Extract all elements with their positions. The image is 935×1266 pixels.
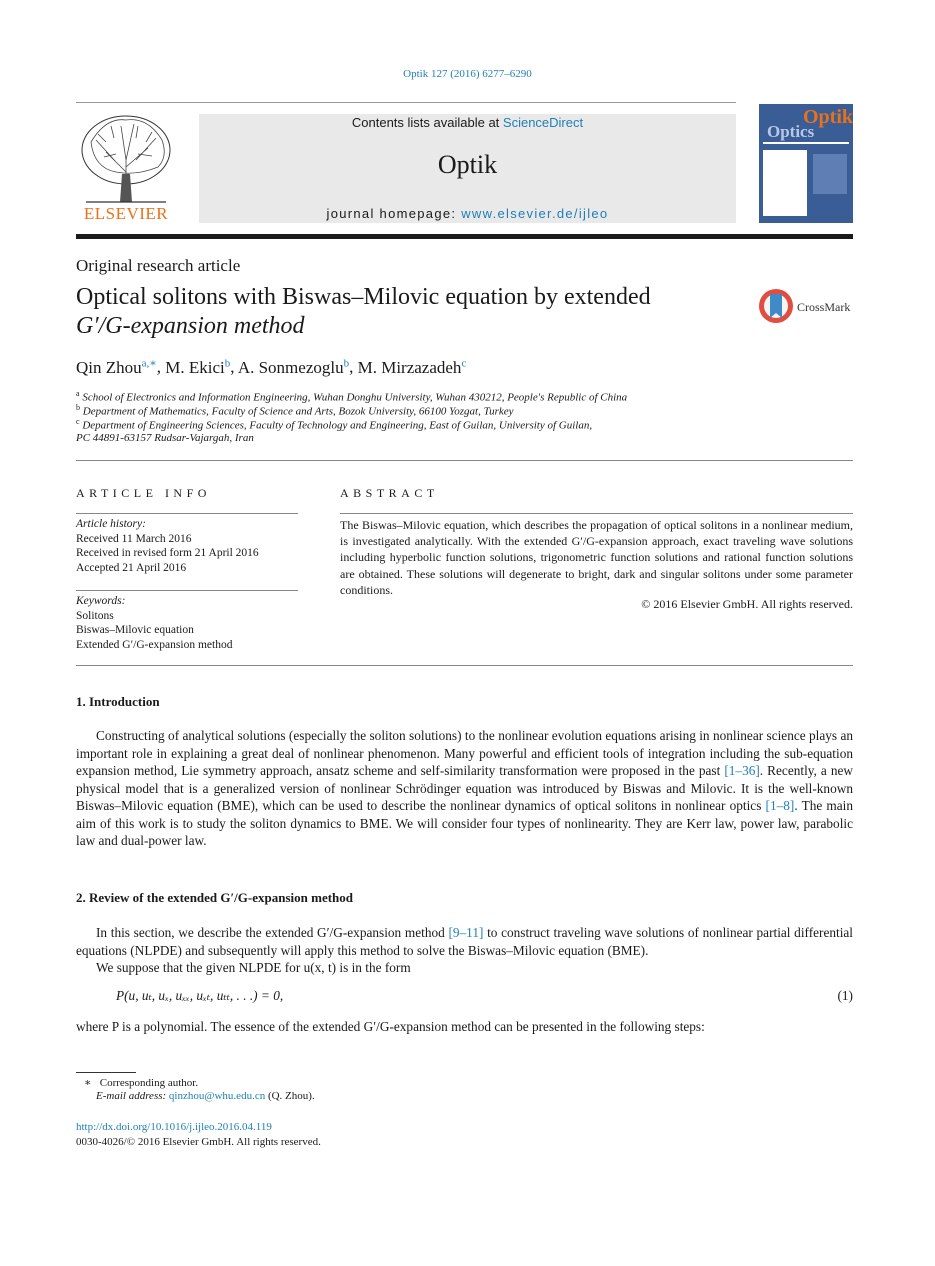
- author-affil-mark[interactable]: a,∗: [141, 357, 157, 369]
- section-1-title: 1. Introduction: [76, 694, 160, 709]
- affiliation-divider: [76, 460, 853, 461]
- history-label: Article history:: [76, 518, 146, 530]
- affiliation-text: Department of Engineering Sciences, Faculty of Technology and Engineering, East of Guilan, University of Guilan,: [82, 419, 593, 432]
- paragraph-text: to construct traveling wave solutions of nonlinear partial differential equations (NLPDE) and subsequently will apply this method to solve the Biswas–Milovic equation (BME).: [76, 925, 853, 958]
- header-thick-divider: [76, 234, 853, 239]
- affiliation: [76, 389, 627, 404]
- contents-available-line: [199, 115, 736, 130]
- email-note: [96, 1090, 315, 1102]
- doi-link[interactable]: http://dx.doi.org/10.1016/j.ijleo.2016.04.119: [76, 1121, 272, 1133]
- author-name: Qin Zhou: [76, 357, 142, 377]
- citation-link[interactable]: [1–36]: [724, 763, 760, 778]
- issn-line: 0030-4026/© 2016 Elsevier GmbH. All rights reserved.: [76, 1136, 321, 1148]
- affiliation-text: School of Electronics and Information Engineering, Wuhan Donghu University, Wuhan 430212, People's Republic of China: [82, 391, 628, 404]
- author-name: M. Mirzazadeh: [357, 357, 462, 377]
- affiliation-mark: b: [76, 403, 80, 412]
- keywords-divider: [76, 590, 298, 591]
- affiliation-mark: c: [76, 417, 80, 426]
- article-type: Original research article: [76, 256, 241, 275]
- top-divider: [76, 102, 736, 103]
- cover-graphic: [813, 154, 847, 194]
- author-affil-mark[interactable]: b: [343, 357, 350, 369]
- corresponding-author-note: [84, 1076, 198, 1089]
- abstract-text: The Biswas–Milovic equation, which describes the propagation of optical solitons in a nonlinear medium, is investigated analytically. With the extended G′/G-expansion approach, exact traveling wave solutions including hyperbolic function solutions, trigonometric function solutions and rational function solutions are obtained. These solutions will degenerate to bright, dark and singular solitons under some parameter conditions.: [340, 518, 853, 597]
- received-date: Received 11 March 2016: [76, 532, 192, 545]
- citation-link[interactable]: [9–11]: [448, 925, 484, 940]
- sciencedirect-link[interactable]: ScienceDirect: [502, 115, 584, 130]
- section-2-paragraph-3: where P is a polynomial. The essence of the extended G′/G-expansion method can be presented in the following steps:: [76, 1019, 705, 1034]
- keyword: Extended G′/G-expansion method: [76, 638, 233, 651]
- article-info-divider: [76, 513, 298, 514]
- crossmark-icon: [757, 287, 795, 325]
- crossmark-label: CrossMark: [797, 300, 851, 314]
- citation-link[interactable]: [1–8]: [765, 798, 795, 813]
- abstract-copyright: © 2016 Elsevier GmbH. All rights reserved.: [641, 597, 853, 611]
- revised-date: Received in revised form 21 April 2016: [76, 547, 259, 559]
- author-2[interactable]: [165, 358, 230, 377]
- journal-homepage-line: [199, 206, 736, 221]
- article-title-line-2: G′/G-expansion method: [76, 313, 305, 339]
- homepage-prefix: journal homepage:: [326, 206, 462, 221]
- equation-1: P(u, uₜ, uₓ, uₓₓ, uₓₜ, uₜₜ, . . .) = 0,: [116, 988, 284, 1003]
- section-2-paragraph-2: We suppose that the given NLPDE for u(x, t) is in the form: [96, 960, 411, 975]
- footnote-divider: [76, 1072, 136, 1073]
- article-title: [76, 283, 726, 341]
- paragraph-text: . The main aim of this work is to study the soliton dynamics to BME. We will consider four types of nonlinearity. They are Kerr law, power law, parabolic law and dual-power law.: [76, 798, 853, 848]
- author-name: M. Ekici: [165, 357, 225, 377]
- abstract-divider: [340, 513, 853, 514]
- author-3[interactable]: [238, 358, 349, 377]
- keyword: Biswas–Milovic equation: [76, 624, 194, 636]
- journal-reference-link[interactable]: Optik 127 (2016) 6277–6290: [403, 68, 532, 80]
- journal-cover-image[interactable]: [759, 104, 853, 223]
- affiliation-text: Department of Mathematics, Faculty of Science and Arts, Bozok University, 66100 Yozgat, Turkey: [82, 405, 514, 418]
- cover-subtitle: Optics: [767, 122, 815, 141]
- cover-title: Optik: [803, 106, 853, 128]
- equation-number: (1): [837, 988, 853, 1003]
- author-affil-mark[interactable]: c: [461, 357, 467, 369]
- author-4[interactable]: [358, 358, 467, 377]
- article-history: [76, 517, 259, 575]
- accepted-date: Accepted 21 April 2016: [76, 561, 187, 574]
- paragraph-text: In this section, we describe the extended G′/G-expansion method: [96, 925, 449, 940]
- section-2-paragraph-1: [76, 924, 853, 959]
- author-list: Qin Zhou$^{a,∗}$, M. Ekici$^b$, A. Sonmezoglu$^b$, M. Mirzazadeh$^c$: [76, 357, 467, 377]
- article-info-heading: ARTICLE INFO: [76, 486, 211, 500]
- affiliation: [76, 417, 592, 432]
- author-name: A. Sonmezoglu: [237, 357, 344, 377]
- author-affil-mark[interactable]: b: [224, 357, 231, 369]
- paragraph-text: . Recently, a new physical model that is a generalized version of nonlinear Schrödinger equation was introduced by Biswas and Milovic. It is the well-known Biswas–Milovic equation (BME), which can be used to describe the nonlinear dynamics of optical solitons in nonlinear optics: [76, 763, 853, 813]
- footnote-text: Corresponding author.: [99, 1077, 199, 1089]
- keywords-label: Keywords:: [76, 595, 126, 607]
- journal-title: Optik: [437, 150, 498, 179]
- email-label: E-mail address:: [96, 1090, 169, 1102]
- crossmark-badge[interactable]: [757, 287, 857, 327]
- footnote-mark: ∗: [84, 1077, 92, 1089]
- email-link[interactable]: qinzhou@whu.edu.cn: [168, 1090, 266, 1102]
- paragraph-text: Constructing of analytical solutions (especially the soliton solutions) to the nonlinear evolution equations arising in nonlinear science plays an important role in explaining a great deal of nonlinear phenomenon. Many powerful and efficient tools of integration including the sub-equation expansion method, Lie symmetry approach, ansatz scheme and self-similarity transformation were proposed in the past: [76, 728, 853, 778]
- affiliation-mark: a: [76, 389, 80, 398]
- keyword: Solitons: [76, 609, 114, 622]
- email-suffix: (Q. Zhou).: [265, 1090, 315, 1102]
- author-1[interactable]: [76, 358, 157, 377]
- abstract-bottom-divider: [76, 665, 853, 666]
- contents-prefix: Contents lists available at: [351, 115, 503, 130]
- article-title-line-1: Optical solitons with Biswas–Milovic equation by extended: [76, 284, 651, 310]
- affiliation-continued: PC 44891-63157 Rudsar-Vajargah, Iran: [76, 432, 254, 444]
- affiliation: [76, 403, 514, 418]
- elsevier-wordmark: ELSEVIER: [83, 204, 169, 223]
- elsevier-logo[interactable]: [76, 112, 176, 224]
- abstract-heading: ABSTRACT: [340, 486, 439, 500]
- cover-contents-panel: [763, 150, 807, 216]
- section-2-title: 2. Review of the extended G′/G-expansion method: [76, 890, 354, 905]
- section-1-paragraph: [76, 727, 853, 850]
- cover-stripe: [763, 142, 849, 144]
- homepage-link[interactable]: www.elsevier.de/ijleo: [461, 206, 609, 221]
- keywords: [76, 594, 232, 652]
